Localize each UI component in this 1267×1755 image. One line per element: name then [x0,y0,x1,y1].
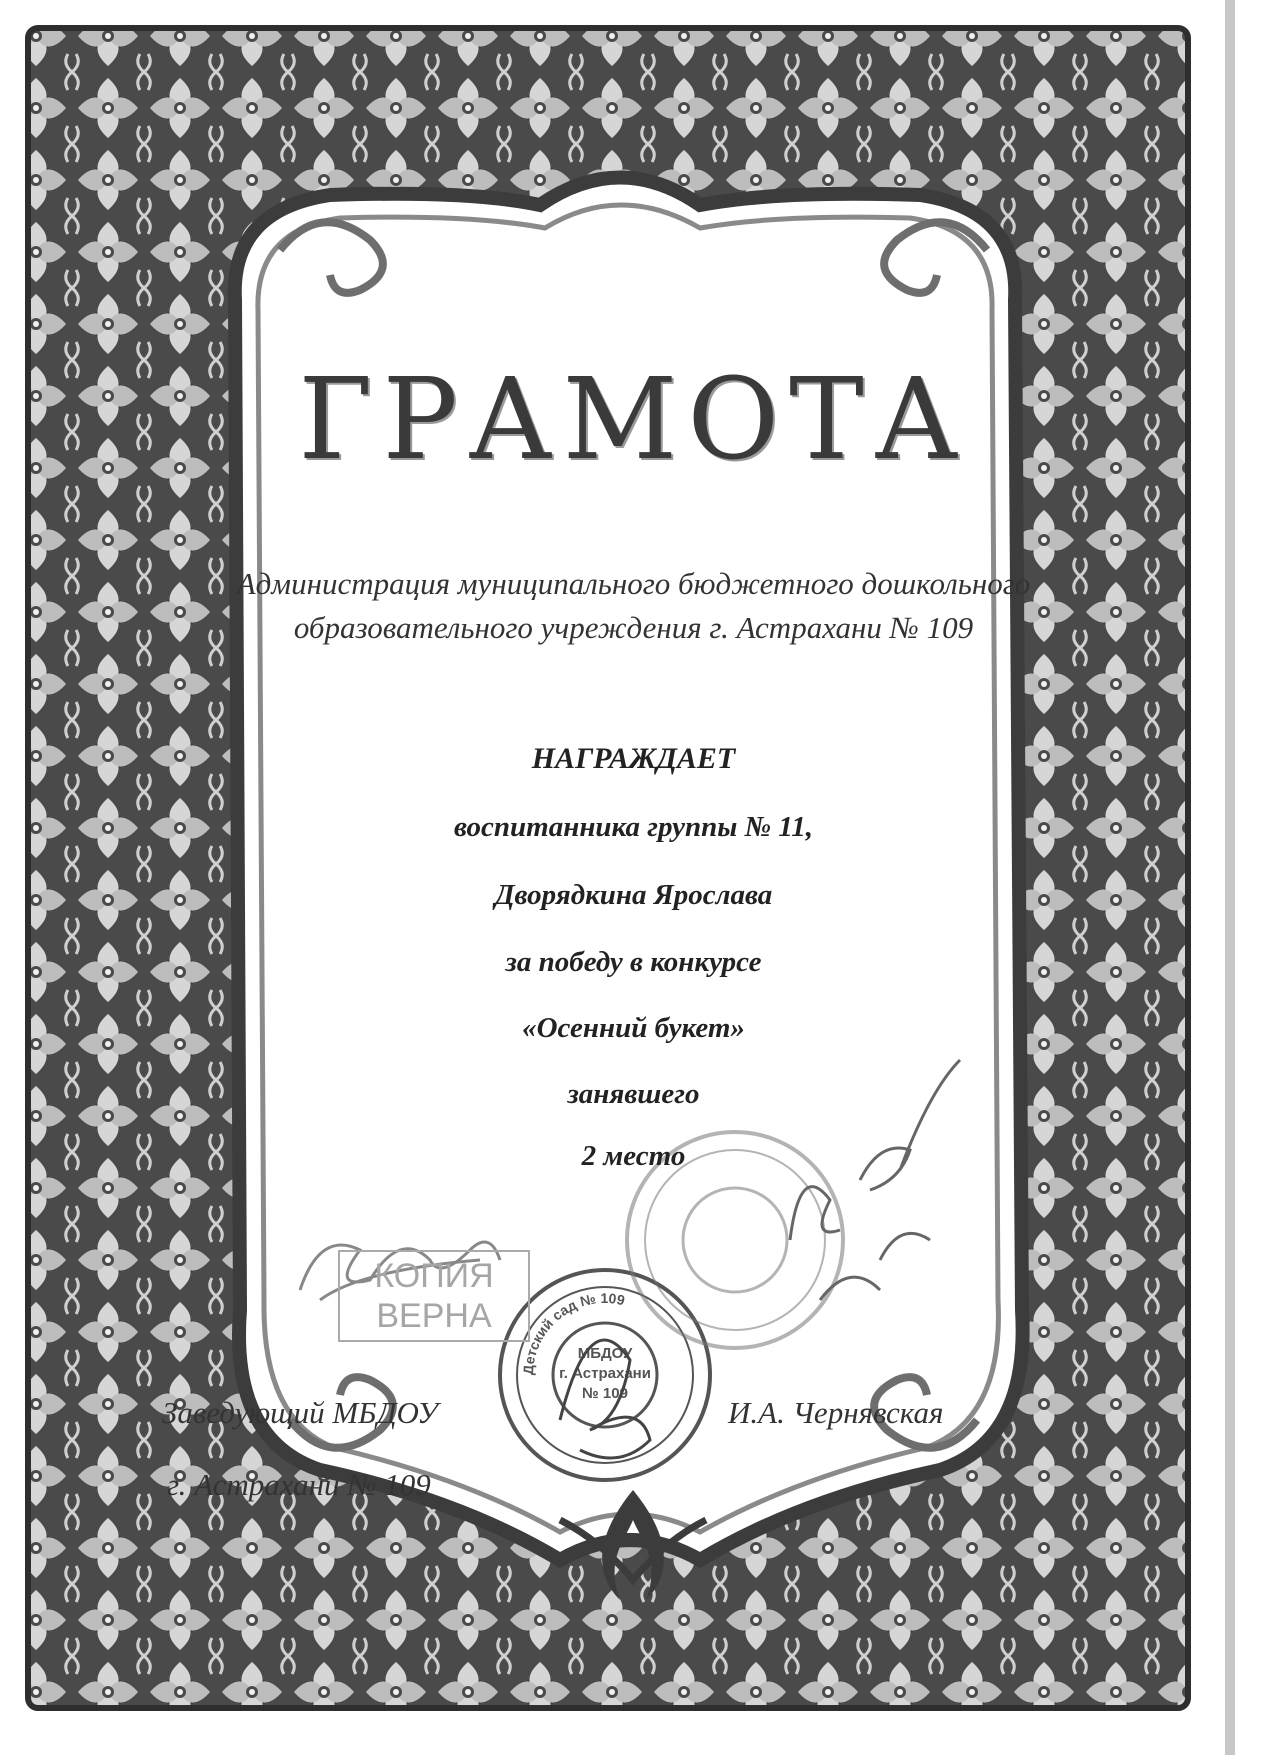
recipient-group: воспитанника группы № 11, [453,811,814,843]
copy-verified-stamp [338,1250,530,1342]
issuer-line-1: Администрация муниципального бюджетного дошкольного [236,566,1031,601]
signer-position-line-1: Заведующий МБДОУ [162,1395,438,1430]
seal-center-line1: МБДОУ [577,1345,633,1362]
award-reason: за победу в конкурсе [505,946,762,978]
certificate-title: ГРАМОТА [298,355,969,485]
awards-heading: НАГРАЖДАЕТ [531,742,736,775]
copy-stamp-line1: КОПИЯ [374,1257,494,1295]
contest-name: «Осенний букет» [522,1012,745,1044]
signer-position-line-2: г. Астрахани № 109 [167,1467,431,1502]
issuer-line-2: образовательного учреждения г. Астрахани № 109 [293,610,974,645]
seal-center-line2: г. Астрахани [559,1365,651,1382]
copy-stamp-line2: ВЕРНА [376,1297,492,1335]
seal-center-line3: № 109 [582,1385,628,1402]
place-label: 2 место [581,1140,686,1172]
occupied-label: занявшего [567,1078,700,1110]
recipient-name: Дворядкина Ярослава [494,879,773,911]
signer-name: И.А. Чернявская [728,1395,944,1430]
seal-ring-text: Детский сад № 109 [519,1289,627,1376]
